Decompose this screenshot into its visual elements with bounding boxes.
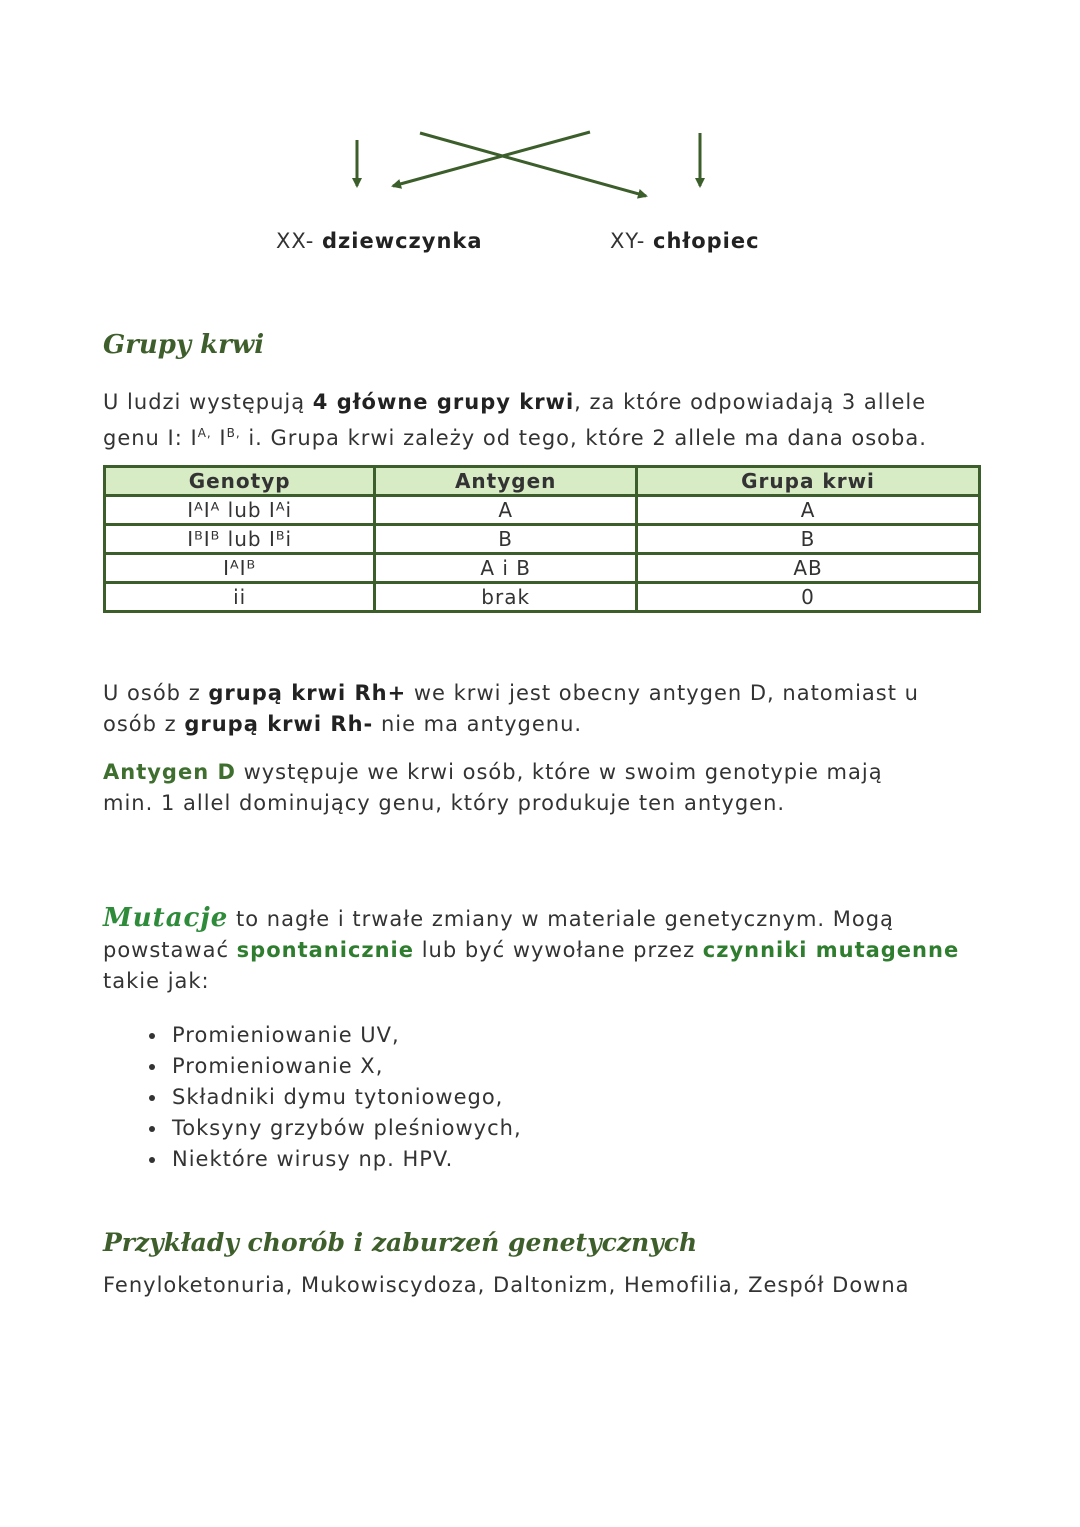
cell-antigen: B: [375, 525, 637, 554]
diseases-list: Fenyloketonuria, Mukowiscydoza, Daltonizm, Hemofilia, Zespół Downa: [103, 1273, 910, 1297]
arrow-cross-to-right: [420, 133, 646, 196]
table-header-row: [105, 467, 980, 496]
header-genotype: Genotyp: [105, 467, 375, 496]
antigen-d-paragraph: Antygen D występuje we krwi osób, które w swoim genotypie mają min. 1 allel dominujący genu, który produkuje ten antygen.: [103, 760, 883, 815]
table-row: [105, 554, 980, 583]
cell-antigen: brak: [375, 583, 637, 612]
cell-antigen: A i B: [375, 554, 637, 583]
cell-group: AB: [637, 554, 980, 583]
list-item: • Toksyny grzybów pleśniowych,: [168, 1113, 522, 1144]
cell-genotype: IᴬIᴮ: [105, 554, 375, 583]
mutations-paragraph: Mutacje to nagłe i trwałe zmiany w materiale genetycznym. Mogą powstawać spontanicznie lub być wywołane przez czynniki mutagenne takie jak:: [103, 903, 960, 993]
blood-groups-intro: U ludzi występują 4 główne grupy krwi, za które odpowiadają 3 allele genu I: $I^{A,}$ $I^{B,}$ i. Grupa krwi zależy od tego, które 2 allele ma dana osoba.: [103, 390, 927, 450]
cell-genotype: IᴮIᴮ lub Iᴮi: [105, 525, 375, 554]
list-item: • Składniki dymu tytoniowego,: [168, 1082, 522, 1113]
blood-groups-heading: Grupy krwi: [103, 330, 265, 360]
list-item: • Promieniowanie X,: [168, 1051, 522, 1082]
cell-antigen: A: [375, 496, 637, 525]
table-row: [105, 496, 980, 525]
inheritance-arrows: [0, 0, 1080, 220]
mutations-heading: Mutacje: [103, 903, 229, 933]
cell-group: A: [637, 496, 980, 525]
header-blood-group: Grupa krwi: [637, 467, 980, 496]
cell-genotype: ii: [105, 583, 375, 612]
cell-group: 0: [637, 583, 980, 612]
boy-label: XY- chłopiec: [610, 229, 760, 253]
list-item: • Promieniowanie UV,: [168, 1020, 522, 1051]
blood-group-table: [103, 465, 981, 613]
rh-paragraph: U osób z grupą krwi Rh+ we krwi jest obecny antygen D, natomiast u osób z grupą krwi Rh- nie ma antygenu.: [103, 681, 919, 736]
table-row: [105, 525, 980, 554]
header-antigen: Antygen: [375, 467, 637, 496]
table-row: [105, 583, 980, 612]
cell-genotype: IᴬIᴬ lub Iᴬi: [105, 496, 375, 525]
girl-label: XX- dziewczynka: [276, 229, 483, 253]
diseases-heading: Przykłady chorób i zaburzeń genetycznych: [103, 1228, 698, 1257]
cell-group: B: [637, 525, 980, 554]
arrow-cross-to-left: [393, 132, 590, 186]
list-item: • Niektóre wirusy np. HPV.: [168, 1144, 522, 1175]
mutagen-list: [128, 1020, 522, 1175]
